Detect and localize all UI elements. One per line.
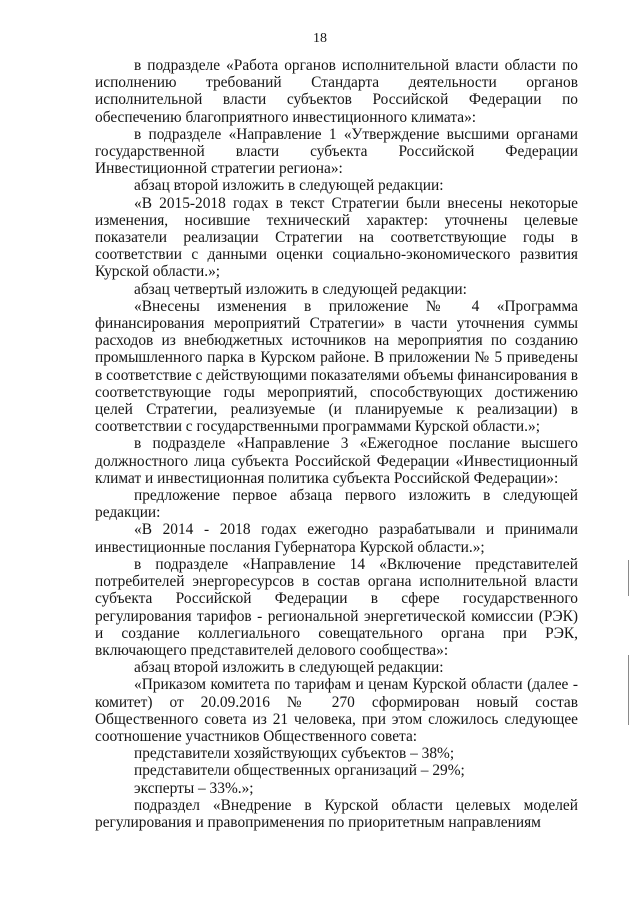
paragraph: «В 2015-2018 годах в текст Стратегии были внесены некоторые изменения, носившие технический характер: уточнены целевые показатели реализации Стратегии на соответствующие годы в соответствии с данными оценки социально-экономического развития Курской области.»; — [95, 194, 578, 281]
paragraph: абзац четвертый изложить в следующей редакции: — [134, 280, 467, 298]
paragraph: в подразделе «Направление 3 «Ежегодное послание высшего должностного лица субъекта Российской Федерации «Инвестиционный климат и инвестиционная политика субъекта Российской Федерации»: — [95, 435, 578, 487]
paragraph: в подразделе «Направление 14 «Включение представителей потребителей энергоресурсов в состав органа исполнительной власти субъекта Российской Федерации в сфере государственного регулирования тарифов - региональной энергетической комиссии (РЭК) и создание коллегиального совещательного органа при РЭК, включающего представителей делового сообщества»: — [95, 555, 578, 659]
list-item: представители хозяйствующих субъектов – 38%; — [134, 745, 455, 763]
paragraph: абзац второй изложить в следующей редакции: — [134, 177, 444, 195]
scan-edge-line — [628, 560, 629, 596]
paragraph: абзац второй изложить в следующей редакции: — [134, 659, 444, 677]
paragraph: в подразделе «Направление 1 «Утверждение высшими органами государственной власти субъекта Российской Федерации Инвестиционной стратегии региона»: — [95, 125, 578, 178]
paragraph: «Внесены изменения в приложение № 4 «Программа финансирования мероприятий Стратегии» в части уточнения суммы расходов из внебюджетных источников на мероприятия по созданию промышленного парка в Курском районе. В приложении № 5 приведены в соответствие с действующими показателями объемы финансирования в соответствующие годы мероприятий, способствующих достижению целей Стратегии, реализуемые (и планируемые к реализации) в соответствии с государственными программами Курской области.»; — [95, 297, 578, 436]
paragraph: предложение первое абзаца первого изложить в следующей редакции: — [95, 487, 578, 522]
list-item: представители общественных организаций – 29%; — [134, 762, 465, 780]
list-item: эксперты – 33%.»; — [134, 779, 254, 797]
paragraph: «В 2014 - 2018 годах ежегодно разрабатывали и принимали инвестиционные послания Губернатора Курской области.»; — [95, 521, 578, 556]
paragraph: «Приказом комитета по тарифам и ценам Курской области (далее - комитет) от 20.09.2016 № 270 сформирован новый состав Общественного совета из 21 человека, при этом сложилось следующее соотношение участников Общественного совета: — [95, 676, 578, 745]
scan-edge-line — [628, 655, 629, 725]
paragraph: в подразделе «Работа органов исполнительной власти области по исполнению требований Стандарта деятельности органов исполнительной власти субъектов Российской Федерации по обеспечению благоприятного инвестиционного климата»: — [95, 57, 578, 126]
paragraph: подраздел «Внедрение в Курской области целевых моделей регулирования и правоприменения по приоритетным направлениям — [95, 796, 578, 831]
page-number: 18 — [313, 31, 327, 46]
document-body — [95, 57, 578, 831]
